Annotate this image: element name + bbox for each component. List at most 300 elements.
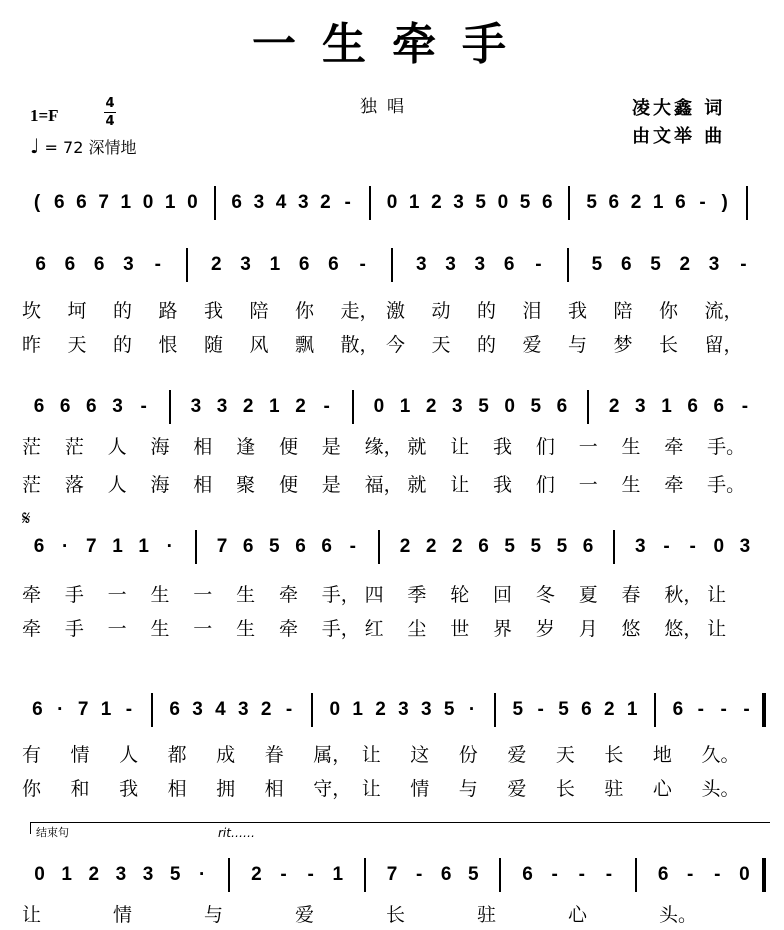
lyric-word: 悠， <box>664 618 703 640</box>
lyric-word: 一 <box>578 436 598 458</box>
note: - <box>699 192 706 213</box>
note: 6 <box>608 192 620 213</box>
lyric-word: 落 <box>64 474 84 496</box>
note: 6 <box>328 254 339 275</box>
lyric-word: 久。 <box>701 744 740 766</box>
note: 1 <box>164 192 176 213</box>
lyric-word: 让 <box>450 474 470 496</box>
lyric-word: 路 <box>158 300 178 322</box>
note: - <box>605 864 613 885</box>
lyric-word: 牵 <box>278 618 298 640</box>
note: ) <box>721 192 728 213</box>
note: 3 <box>398 699 409 720</box>
lyric-word: 生 <box>621 436 641 458</box>
lyric-word: 海 <box>150 474 170 496</box>
lyric-word: 守， <box>313 778 352 800</box>
time-sig-bottom: 4 <box>105 114 115 129</box>
lyric-word: 茫 <box>22 474 42 496</box>
barline <box>228 858 230 892</box>
lyric-word: 茫 <box>64 436 84 458</box>
composer-credit: 由文举 曲 <box>632 126 726 147</box>
note: - <box>578 864 585 885</box>
lyric-word: 们 <box>535 474 555 496</box>
note: 3 <box>453 192 464 213</box>
note: 5 <box>556 536 568 557</box>
lyric-word: 我 <box>119 778 139 800</box>
lyric-word: 的 <box>113 300 133 322</box>
note: 5 <box>650 254 661 275</box>
lyric-word: 爱 <box>522 334 542 356</box>
lyric-word: 属， <box>313 744 352 766</box>
note: - <box>154 254 161 275</box>
lyric-word: 我 <box>493 474 513 496</box>
note: 6 <box>169 699 180 720</box>
note: 3 <box>190 396 202 417</box>
lyric-word: 陪 <box>249 300 269 322</box>
lyric-word: 与 <box>458 778 478 800</box>
note: 7 <box>77 699 89 720</box>
song-title: 一生牵手 <box>252 19 532 70</box>
lyric-word: 都 <box>167 744 187 766</box>
lyric-word: 相 <box>264 778 284 800</box>
lyric-word: 聚 <box>236 474 256 496</box>
note: 0 <box>187 192 198 213</box>
lyric-word: 们 <box>535 436 555 458</box>
note: 6 <box>582 536 594 557</box>
ending-label: 结束句 <box>36 826 69 839</box>
lyric-word: 我 <box>568 300 588 322</box>
lyric-line <box>0 614 784 644</box>
lyric-word: 我 <box>204 300 224 322</box>
note: 1 <box>61 864 72 885</box>
tempo-text: = 72 深情地 <box>44 138 137 157</box>
barline <box>378 530 380 564</box>
segno-sign: 𝄋 <box>22 506 31 530</box>
note: 5 <box>512 699 524 720</box>
note: 7 <box>386 864 398 885</box>
barline <box>186 248 188 282</box>
note: 3 <box>142 864 154 885</box>
lyric-word: 人 <box>107 474 127 496</box>
notation-row-r1 <box>0 240 784 300</box>
note: 3 <box>192 699 203 720</box>
note: 2 <box>452 536 463 557</box>
note: 6 <box>581 699 592 720</box>
barline <box>364 858 366 892</box>
note: 6 <box>76 192 87 213</box>
lyric-word: 是 <box>321 474 341 496</box>
note: ( <box>33 192 41 213</box>
note: 6 <box>522 864 533 885</box>
note: 2 <box>608 396 620 417</box>
note: 2 <box>425 396 437 417</box>
lyric-word: 生 <box>150 584 170 606</box>
ritardando-marking: rit…… <box>218 826 255 840</box>
lyric-word: 生 <box>236 584 256 606</box>
barline <box>635 858 637 892</box>
note: 2 <box>251 864 262 885</box>
lyric-word: 情 <box>70 744 90 766</box>
note: 6 <box>541 192 553 213</box>
note: 6 <box>33 396 45 417</box>
note: - <box>743 699 750 720</box>
time-sig-top: 4 <box>105 96 115 111</box>
lyric-word: 随 <box>204 334 224 356</box>
note: 2 <box>320 192 331 213</box>
lyric-word: 让 <box>361 778 381 800</box>
note: 2 <box>295 396 306 417</box>
lyric-word: 便 <box>278 474 298 496</box>
note: 6 <box>687 396 698 417</box>
lyric-word: 一 <box>193 618 213 640</box>
note: 6 <box>657 864 669 885</box>
lyric-line <box>0 900 784 930</box>
lyric-word: 恨 <box>158 334 178 356</box>
note: 7 <box>216 536 228 557</box>
note: · <box>166 536 173 557</box>
lyric-word: 让 <box>361 744 381 766</box>
lyric-word: 头。 <box>659 904 698 926</box>
lyric-word: 今 <box>386 334 406 356</box>
lyric-word: 界 <box>493 618 513 640</box>
lyric-word: 手 <box>64 618 84 640</box>
lyric-word: 回 <box>493 584 513 606</box>
lyric-word: 爱 <box>507 744 527 766</box>
lyric-word: 生 <box>621 474 641 496</box>
lyric-word: 天 <box>555 744 575 766</box>
note: - <box>359 254 366 275</box>
lyric-word: 散， <box>340 334 379 356</box>
lyric-word: 就 <box>407 436 427 458</box>
lyric-word: 地 <box>652 744 672 766</box>
ending-bracket-left <box>30 822 31 834</box>
note: 2 <box>431 192 442 213</box>
lyric-word: 悠 <box>621 618 641 640</box>
lyric-word: 让 <box>707 618 727 640</box>
note: 1 <box>352 699 363 720</box>
lyric-line <box>0 740 784 770</box>
lyric-word: 拥 <box>216 778 236 800</box>
quarter-note-icon: ♩ <box>30 134 40 158</box>
lyric-word: 手。 <box>707 436 746 458</box>
lyric-word: 坎 <box>22 300 42 322</box>
note: 0 <box>34 864 45 885</box>
note: · <box>57 699 64 720</box>
notation-row-intro <box>0 178 784 238</box>
note: - <box>720 699 727 720</box>
lyric-word: 有 <box>22 744 42 766</box>
time-signature <box>104 96 116 129</box>
lyric-word: 岁 <box>535 618 555 640</box>
lyric-word: 昨 <box>22 334 42 356</box>
lyric-word: 长 <box>659 334 679 356</box>
note: 6 <box>86 396 97 417</box>
note: 0 <box>504 396 515 417</box>
note: 3 <box>253 192 265 213</box>
note: 6 <box>59 396 71 417</box>
lyric-word: 夏 <box>578 584 598 606</box>
lyric-word: 牵 <box>664 474 684 496</box>
lyric-word: 就 <box>407 474 427 496</box>
lyric-word: 情 <box>113 904 133 926</box>
note: 2 <box>679 254 691 275</box>
note: 6 <box>35 254 46 275</box>
lyric-word: 驻 <box>604 778 624 800</box>
lyric-word: 手。 <box>707 474 746 496</box>
lyric-word: 与 <box>204 904 224 926</box>
lyric-word: 秋， <box>664 584 703 606</box>
lyric-word: 牵 <box>278 584 298 606</box>
note: 2 <box>260 699 272 720</box>
barline <box>311 693 313 727</box>
lyric-line <box>0 774 784 804</box>
note: 1 <box>332 864 344 885</box>
lyric-word: 四 <box>364 584 384 606</box>
note: 6 <box>675 192 686 213</box>
note: 6 <box>298 254 310 275</box>
lyric-word: 一 <box>107 618 127 640</box>
lyric-word: 长 <box>386 904 406 926</box>
note: 3 <box>123 254 134 275</box>
note: 6 <box>53 192 65 213</box>
note: 0 <box>497 192 509 213</box>
lyric-word: 缘， <box>364 436 403 458</box>
lyric-word: 坷 <box>67 300 87 322</box>
lyric-word: 相 <box>167 778 187 800</box>
note: 2 <box>88 864 100 885</box>
note: 3 <box>739 536 751 557</box>
lyric-word: 季 <box>407 584 427 606</box>
lyric-word: 牵 <box>22 618 42 640</box>
note: 2 <box>425 536 437 557</box>
lyric-word: 泪 <box>522 300 542 322</box>
lyric-word: 心 <box>652 778 672 800</box>
note: 3 <box>421 699 432 720</box>
note: 5 <box>530 396 542 417</box>
lyric-word: 这 <box>410 744 430 766</box>
lyric-word: 飘 <box>295 334 315 356</box>
note: 6 <box>33 536 45 557</box>
note: 0 <box>373 396 385 417</box>
note: 1 <box>661 396 672 417</box>
note: 5 <box>443 699 455 720</box>
notation-row-r4 <box>0 685 784 745</box>
note: - <box>697 699 704 720</box>
lyric-line <box>0 432 784 462</box>
ending-bracket <box>30 822 770 823</box>
lyric-word: 动 <box>431 300 451 322</box>
note: - <box>687 864 694 885</box>
tempo-marking <box>30 134 136 158</box>
lyric-word: 海 <box>150 436 170 458</box>
lyric-word: 流， <box>704 300 743 322</box>
note: 6 <box>295 536 306 557</box>
note: 6 <box>503 254 515 275</box>
note: 2 <box>211 254 222 275</box>
lyric-word: 手， <box>321 618 360 640</box>
note: 3 <box>415 254 427 275</box>
note: 3 <box>452 396 463 417</box>
lyric-word: 让 <box>707 584 727 606</box>
barline <box>391 248 393 282</box>
lyric-word: 轮 <box>450 584 470 606</box>
note: - <box>740 254 747 275</box>
lyric-word: 让 <box>450 436 470 458</box>
lyric-word: 是 <box>321 436 341 458</box>
lyric-word: 一 <box>107 584 127 606</box>
barline <box>169 390 171 424</box>
note: 5 <box>530 536 542 557</box>
note: 3 <box>112 396 123 417</box>
note: 0 <box>739 864 750 885</box>
lyric-word: 和 <box>70 778 90 800</box>
lyric-word: 的 <box>477 300 497 322</box>
lyric-word: 与 <box>568 334 588 356</box>
note: 5 <box>586 192 597 213</box>
lyric-word: 春 <box>621 584 641 606</box>
note: 3 <box>708 254 720 275</box>
note: - <box>537 699 544 720</box>
note: 1 <box>269 396 280 417</box>
lyric-word: 茫 <box>22 436 42 458</box>
lyric-word: 一 <box>193 584 213 606</box>
lyric-word: 眷 <box>264 744 284 766</box>
note: 5 <box>504 536 515 557</box>
note: 1 <box>100 699 112 720</box>
note: 1 <box>138 536 149 557</box>
lyric-word: 你 <box>22 778 42 800</box>
lyric-word: 世 <box>450 618 470 640</box>
note: 0 <box>386 192 398 213</box>
lyric-line <box>0 330 784 360</box>
lyric-word: 福， <box>364 474 403 496</box>
note: - <box>714 864 721 885</box>
lyric-word: 成 <box>216 744 236 766</box>
note: 6 <box>713 396 725 417</box>
barline <box>654 693 656 727</box>
lyric-word: 天 <box>431 334 451 356</box>
note: - <box>307 864 314 885</box>
lyric-word: 长 <box>604 744 624 766</box>
note: 6 <box>672 699 684 720</box>
note: 4 <box>215 699 226 720</box>
note: 1 <box>120 192 132 213</box>
lyric-line <box>0 296 784 326</box>
lyric-word: 尘 <box>407 618 427 640</box>
note: - <box>285 699 293 720</box>
lyric-word: 逢 <box>236 436 256 458</box>
lyric-word: 红 <box>364 618 384 640</box>
lyric-word: 人 <box>119 744 139 766</box>
note: - <box>140 396 147 417</box>
note: 0 <box>329 699 341 720</box>
barline <box>494 693 496 727</box>
note: 6 <box>242 536 254 557</box>
lyric-word: 相 <box>193 436 213 458</box>
lyric-word: 牵 <box>664 436 684 458</box>
barline <box>151 693 153 727</box>
lyricist-credit: 凌大鑫 词 <box>632 98 726 119</box>
lyric-word: 留， <box>704 334 743 356</box>
lyric-word: 梦 <box>613 334 633 356</box>
final-barline <box>762 858 766 892</box>
notation-row-r3 <box>0 522 784 582</box>
lyric-line <box>0 580 784 610</box>
lyric-word: 冬 <box>535 584 555 606</box>
note: 6 <box>32 699 43 720</box>
note: 1 <box>652 192 664 213</box>
note: 1 <box>112 536 123 557</box>
note: 0 <box>713 536 725 557</box>
note: · <box>62 536 69 557</box>
barline <box>352 390 354 424</box>
note: 2 <box>399 536 411 557</box>
barline <box>214 186 216 220</box>
note: - <box>349 536 356 557</box>
lyric-word: 走， <box>340 300 379 322</box>
note: 4 <box>275 192 287 213</box>
note: 6 <box>556 396 568 417</box>
note: - <box>551 864 558 885</box>
note: 5 <box>519 192 531 213</box>
lyric-word: 生 <box>150 618 170 640</box>
lyric-word: 情 <box>410 778 430 800</box>
note: 2 <box>375 699 386 720</box>
note: 0 <box>142 192 154 213</box>
lyric-word: 你 <box>659 300 679 322</box>
note: - <box>344 192 351 213</box>
barline <box>587 390 589 424</box>
lyric-word: 份 <box>458 744 478 766</box>
note: 1 <box>626 699 638 720</box>
note: 2 <box>604 699 615 720</box>
note: - <box>535 254 542 275</box>
note: - <box>280 864 287 885</box>
barline <box>613 530 615 564</box>
note: 5 <box>468 864 479 885</box>
note: 6 <box>64 254 76 275</box>
note: 5 <box>591 254 603 275</box>
note: 6 <box>440 864 452 885</box>
note: 3 <box>445 254 456 275</box>
lyric-word: 人 <box>107 436 127 458</box>
lyric-word: 风 <box>249 334 269 356</box>
note: · <box>468 699 476 720</box>
lyric-word: 让 <box>22 904 42 926</box>
note: 3 <box>635 536 646 557</box>
note: 6 <box>478 536 489 557</box>
lyric-word: 爱 <box>507 778 527 800</box>
note: 3 <box>635 396 646 417</box>
lyric-word: 头。 <box>701 778 740 800</box>
lyric-line <box>0 470 784 500</box>
lyric-word: 手， <box>321 584 360 606</box>
note: 3 <box>297 192 309 213</box>
note: - <box>125 699 133 720</box>
barline <box>499 858 501 892</box>
note: 6 <box>93 254 105 275</box>
note: - <box>689 536 696 557</box>
note: · <box>199 864 206 885</box>
note: 7 <box>98 192 109 213</box>
note: 5 <box>475 192 486 213</box>
note: 3 <box>238 699 249 720</box>
lyric-word: 你 <box>295 300 315 322</box>
lyric-word: 驻 <box>477 904 497 926</box>
lyric-word: 便 <box>278 436 298 458</box>
note: - <box>415 864 423 885</box>
note: 5 <box>269 536 280 557</box>
